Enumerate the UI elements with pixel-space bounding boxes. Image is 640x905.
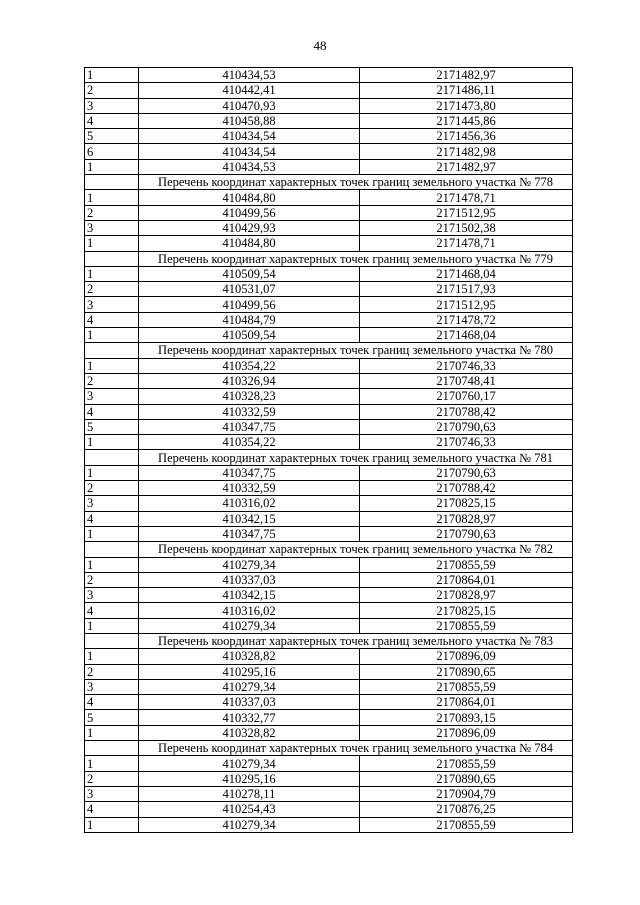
x-coordinate-cell: 410434,54 bbox=[139, 129, 360, 144]
x-coordinate-cell: 410342,15 bbox=[139, 588, 360, 603]
x-coordinate-cell: 410279,34 bbox=[139, 557, 360, 572]
coordinates-table-body bbox=[85, 68, 573, 833]
page-number: 48 bbox=[313, 38, 327, 53]
x-coordinate-cell: 410442,41 bbox=[139, 83, 360, 98]
table-row bbox=[85, 282, 573, 297]
x-coordinate-cell: 410332,59 bbox=[139, 404, 360, 419]
section-header-empty-cell bbox=[85, 741, 139, 756]
section-header-empty-cell bbox=[85, 343, 139, 358]
table-row bbox=[85, 312, 573, 327]
point-number-cell: 3 bbox=[85, 389, 139, 404]
point-number-cell: 3 bbox=[85, 220, 139, 235]
section-header-empty-cell bbox=[85, 450, 139, 465]
x-coordinate-cell: 410279,34 bbox=[139, 679, 360, 694]
x-coordinate-cell: 410337,03 bbox=[139, 695, 360, 710]
section-header-row bbox=[85, 542, 573, 557]
x-coordinate-cell: 410332,77 bbox=[139, 710, 360, 725]
x-coordinate-cell: 410531,07 bbox=[139, 282, 360, 297]
x-coordinate-cell: 410434,53 bbox=[139, 68, 360, 83]
y-coordinate-cell: 2171468,04 bbox=[360, 328, 573, 343]
table-row bbox=[85, 190, 573, 205]
x-coordinate-cell: 410429,93 bbox=[139, 220, 360, 235]
x-coordinate-cell: 410354,22 bbox=[139, 435, 360, 450]
x-coordinate-cell: 410337,03 bbox=[139, 572, 360, 587]
table-row bbox=[85, 83, 573, 98]
point-number-cell: 4 bbox=[85, 312, 139, 327]
point-number-cell: 4 bbox=[85, 603, 139, 618]
table-row bbox=[85, 220, 573, 235]
y-coordinate-cell: 2171482,97 bbox=[360, 68, 573, 83]
point-number-cell: 3 bbox=[85, 786, 139, 801]
y-coordinate-cell: 2170788,42 bbox=[360, 404, 573, 419]
y-coordinate-cell: 2170876,25 bbox=[360, 802, 573, 817]
y-coordinate-cell: 2171445,86 bbox=[360, 113, 573, 128]
y-coordinate-cell: 2170893,15 bbox=[360, 710, 573, 725]
section-title: Перечень координат характерных точек границ земельного участка № 783 bbox=[139, 633, 573, 648]
x-coordinate-cell: 410484,79 bbox=[139, 312, 360, 327]
point-number-cell: 2 bbox=[85, 83, 139, 98]
table-row bbox=[85, 389, 573, 404]
point-number-cell: 3 bbox=[85, 588, 139, 603]
y-coordinate-cell: 2170896,09 bbox=[360, 725, 573, 740]
point-number-cell: 6 bbox=[85, 144, 139, 159]
table-row bbox=[85, 297, 573, 312]
y-coordinate-cell: 2170890,65 bbox=[360, 771, 573, 786]
point-number-cell: 1 bbox=[85, 68, 139, 83]
x-coordinate-cell: 410347,75 bbox=[139, 419, 360, 434]
y-coordinate-cell: 2170828,97 bbox=[360, 588, 573, 603]
point-number-cell: 4 bbox=[85, 802, 139, 817]
point-number-cell: 5 bbox=[85, 419, 139, 434]
point-number-cell: 1 bbox=[85, 435, 139, 450]
point-number-cell: 3 bbox=[85, 679, 139, 694]
table-row bbox=[85, 465, 573, 480]
y-coordinate-cell: 2171512,95 bbox=[360, 205, 573, 220]
x-coordinate-cell: 410328,82 bbox=[139, 649, 360, 664]
table-row bbox=[85, 435, 573, 450]
point-number-cell: 4 bbox=[85, 404, 139, 419]
y-coordinate-cell: 2170855,59 bbox=[360, 817, 573, 832]
y-coordinate-cell: 2171486,11 bbox=[360, 83, 573, 98]
table-row bbox=[85, 572, 573, 587]
y-coordinate-cell: 2171478,71 bbox=[360, 236, 573, 251]
y-coordinate-cell: 2170748,41 bbox=[360, 373, 573, 388]
x-coordinate-cell: 410295,16 bbox=[139, 664, 360, 679]
y-coordinate-cell: 2170788,42 bbox=[360, 481, 573, 496]
table-row bbox=[85, 113, 573, 128]
x-coordinate-cell: 410347,75 bbox=[139, 526, 360, 541]
x-coordinate-cell: 410332,59 bbox=[139, 481, 360, 496]
table-row bbox=[85, 419, 573, 434]
table-row bbox=[85, 817, 573, 832]
y-coordinate-cell: 2170855,59 bbox=[360, 618, 573, 633]
table-row bbox=[85, 68, 573, 83]
table-row bbox=[85, 358, 573, 373]
section-header-row bbox=[85, 343, 573, 358]
x-coordinate-cell: 410470,93 bbox=[139, 98, 360, 113]
table-row bbox=[85, 496, 573, 511]
table-row bbox=[85, 756, 573, 771]
point-number-cell: 1 bbox=[85, 725, 139, 740]
table-row bbox=[85, 603, 573, 618]
point-number-cell: 2 bbox=[85, 664, 139, 679]
section-header-row bbox=[85, 741, 573, 756]
y-coordinate-cell: 2170746,33 bbox=[360, 358, 573, 373]
table-row bbox=[85, 205, 573, 220]
x-coordinate-cell: 410316,02 bbox=[139, 496, 360, 511]
x-coordinate-cell: 410328,23 bbox=[139, 389, 360, 404]
y-coordinate-cell: 2171517,93 bbox=[360, 282, 573, 297]
point-number-cell: 2 bbox=[85, 282, 139, 297]
section-header-row bbox=[85, 450, 573, 465]
x-coordinate-cell: 410279,34 bbox=[139, 756, 360, 771]
point-number-cell: 2 bbox=[85, 771, 139, 786]
x-coordinate-cell: 410434,54 bbox=[139, 144, 360, 159]
table-row bbox=[85, 695, 573, 710]
y-coordinate-cell: 2171456,36 bbox=[360, 129, 573, 144]
y-coordinate-cell: 2170825,15 bbox=[360, 496, 573, 511]
point-number-cell: 3 bbox=[85, 297, 139, 312]
x-coordinate-cell: 410328,82 bbox=[139, 725, 360, 740]
y-coordinate-cell: 2170760,17 bbox=[360, 389, 573, 404]
x-coordinate-cell: 410434,53 bbox=[139, 159, 360, 174]
table-row bbox=[85, 557, 573, 572]
point-number-cell: 2 bbox=[85, 572, 139, 587]
point-number-cell: 3 bbox=[85, 496, 139, 511]
point-number-cell: 5 bbox=[85, 129, 139, 144]
point-number-cell: 1 bbox=[85, 190, 139, 205]
table-row bbox=[85, 481, 573, 496]
section-header-empty-cell bbox=[85, 251, 139, 266]
point-number-cell: 1 bbox=[85, 618, 139, 633]
y-coordinate-cell: 2170855,59 bbox=[360, 557, 573, 572]
point-number-cell: 2 bbox=[85, 373, 139, 388]
point-number-cell: 1 bbox=[85, 236, 139, 251]
table-row bbox=[85, 144, 573, 159]
section-header-row bbox=[85, 251, 573, 266]
x-coordinate-cell: 410254,43 bbox=[139, 802, 360, 817]
section-title: Перечень координат характерных точек границ земельного участка № 779 bbox=[139, 251, 573, 266]
point-number-cell: 1 bbox=[85, 159, 139, 174]
x-coordinate-cell: 410279,34 bbox=[139, 817, 360, 832]
table-row bbox=[85, 129, 573, 144]
x-coordinate-cell: 410316,02 bbox=[139, 603, 360, 618]
point-number-cell: 1 bbox=[85, 817, 139, 832]
y-coordinate-cell: 2170825,15 bbox=[360, 603, 573, 618]
table-row bbox=[85, 771, 573, 786]
y-coordinate-cell: 2171478,71 bbox=[360, 190, 573, 205]
table-row bbox=[85, 266, 573, 281]
x-coordinate-cell: 410342,15 bbox=[139, 511, 360, 526]
section-title: Перечень координат характерных точек границ земельного участка № 784 bbox=[139, 741, 573, 756]
y-coordinate-cell: 2171473,80 bbox=[360, 98, 573, 113]
table-row bbox=[85, 159, 573, 174]
y-coordinate-cell: 2170904,79 bbox=[360, 786, 573, 801]
point-number-cell: 4 bbox=[85, 113, 139, 128]
section-header-row bbox=[85, 175, 573, 190]
x-coordinate-cell: 410509,54 bbox=[139, 266, 360, 281]
point-number-cell: 1 bbox=[85, 465, 139, 480]
table-row bbox=[85, 664, 573, 679]
x-coordinate-cell: 410278,11 bbox=[139, 786, 360, 801]
y-coordinate-cell: 2170828,97 bbox=[360, 511, 573, 526]
y-coordinate-cell: 2171482,97 bbox=[360, 159, 573, 174]
table-row bbox=[85, 328, 573, 343]
point-number-cell: 5 bbox=[85, 710, 139, 725]
table-row bbox=[85, 98, 573, 113]
y-coordinate-cell: 2170864,01 bbox=[360, 695, 573, 710]
point-number-cell: 1 bbox=[85, 266, 139, 281]
y-coordinate-cell: 2170790,63 bbox=[360, 465, 573, 480]
x-coordinate-cell: 410458,88 bbox=[139, 113, 360, 128]
x-coordinate-cell: 410279,34 bbox=[139, 618, 360, 633]
section-title: Перечень координат характерных точек границ земельного участка № 782 bbox=[139, 542, 573, 557]
x-coordinate-cell: 410295,16 bbox=[139, 771, 360, 786]
point-number-cell: 4 bbox=[85, 511, 139, 526]
x-coordinate-cell: 410499,56 bbox=[139, 205, 360, 220]
table-row bbox=[85, 802, 573, 817]
table-row bbox=[85, 710, 573, 725]
point-number-cell: 1 bbox=[85, 358, 139, 373]
table-row bbox=[85, 649, 573, 664]
coordinates-table bbox=[84, 67, 573, 833]
x-coordinate-cell: 410326,94 bbox=[139, 373, 360, 388]
section-title: Перечень координат характерных точек границ земельного участка № 781 bbox=[139, 450, 573, 465]
table-row bbox=[85, 679, 573, 694]
section-header-row bbox=[85, 633, 573, 648]
section-header-empty-cell bbox=[85, 633, 139, 648]
x-coordinate-cell: 410354,22 bbox=[139, 358, 360, 373]
x-coordinate-cell: 410499,56 bbox=[139, 297, 360, 312]
table-row bbox=[85, 526, 573, 541]
section-title: Перечень координат характерных точек границ земельного участка № 780 bbox=[139, 343, 573, 358]
point-number-cell: 4 bbox=[85, 695, 139, 710]
y-coordinate-cell: 2170864,01 bbox=[360, 572, 573, 587]
point-number-cell: 1 bbox=[85, 328, 139, 343]
x-coordinate-cell: 410484,80 bbox=[139, 190, 360, 205]
table-row bbox=[85, 618, 573, 633]
y-coordinate-cell: 2171502,38 bbox=[360, 220, 573, 235]
y-coordinate-cell: 2171468,04 bbox=[360, 266, 573, 281]
section-header-empty-cell bbox=[85, 542, 139, 557]
table-row bbox=[85, 588, 573, 603]
table-row bbox=[85, 236, 573, 251]
point-number-cell: 1 bbox=[85, 649, 139, 664]
point-number-cell: 2 bbox=[85, 205, 139, 220]
x-coordinate-cell: 410347,75 bbox=[139, 465, 360, 480]
table-row bbox=[85, 786, 573, 801]
x-coordinate-cell: 410509,54 bbox=[139, 328, 360, 343]
section-title: Перечень координат характерных точек границ земельного участка № 778 bbox=[139, 175, 573, 190]
y-coordinate-cell: 2171478,72 bbox=[360, 312, 573, 327]
y-coordinate-cell: 2171482,98 bbox=[360, 144, 573, 159]
y-coordinate-cell: 2170896,09 bbox=[360, 649, 573, 664]
section-header-empty-cell bbox=[85, 175, 139, 190]
table-row bbox=[85, 373, 573, 388]
y-coordinate-cell: 2170890,65 bbox=[360, 664, 573, 679]
y-coordinate-cell: 2170790,63 bbox=[360, 526, 573, 541]
point-number-cell: 3 bbox=[85, 98, 139, 113]
table-row bbox=[85, 511, 573, 526]
table-row bbox=[85, 404, 573, 419]
point-number-cell: 1 bbox=[85, 526, 139, 541]
point-number-cell: 1 bbox=[85, 557, 139, 572]
table-row bbox=[85, 725, 573, 740]
y-coordinate-cell: 2170855,59 bbox=[360, 756, 573, 771]
y-coordinate-cell: 2170855,59 bbox=[360, 679, 573, 694]
point-number-cell: 1 bbox=[85, 756, 139, 771]
point-number-cell: 2 bbox=[85, 481, 139, 496]
y-coordinate-cell: 2170746,33 bbox=[360, 435, 573, 450]
y-coordinate-cell: 2171512,95 bbox=[360, 297, 573, 312]
y-coordinate-cell: 2170790,63 bbox=[360, 419, 573, 434]
x-coordinate-cell: 410484,80 bbox=[139, 236, 360, 251]
